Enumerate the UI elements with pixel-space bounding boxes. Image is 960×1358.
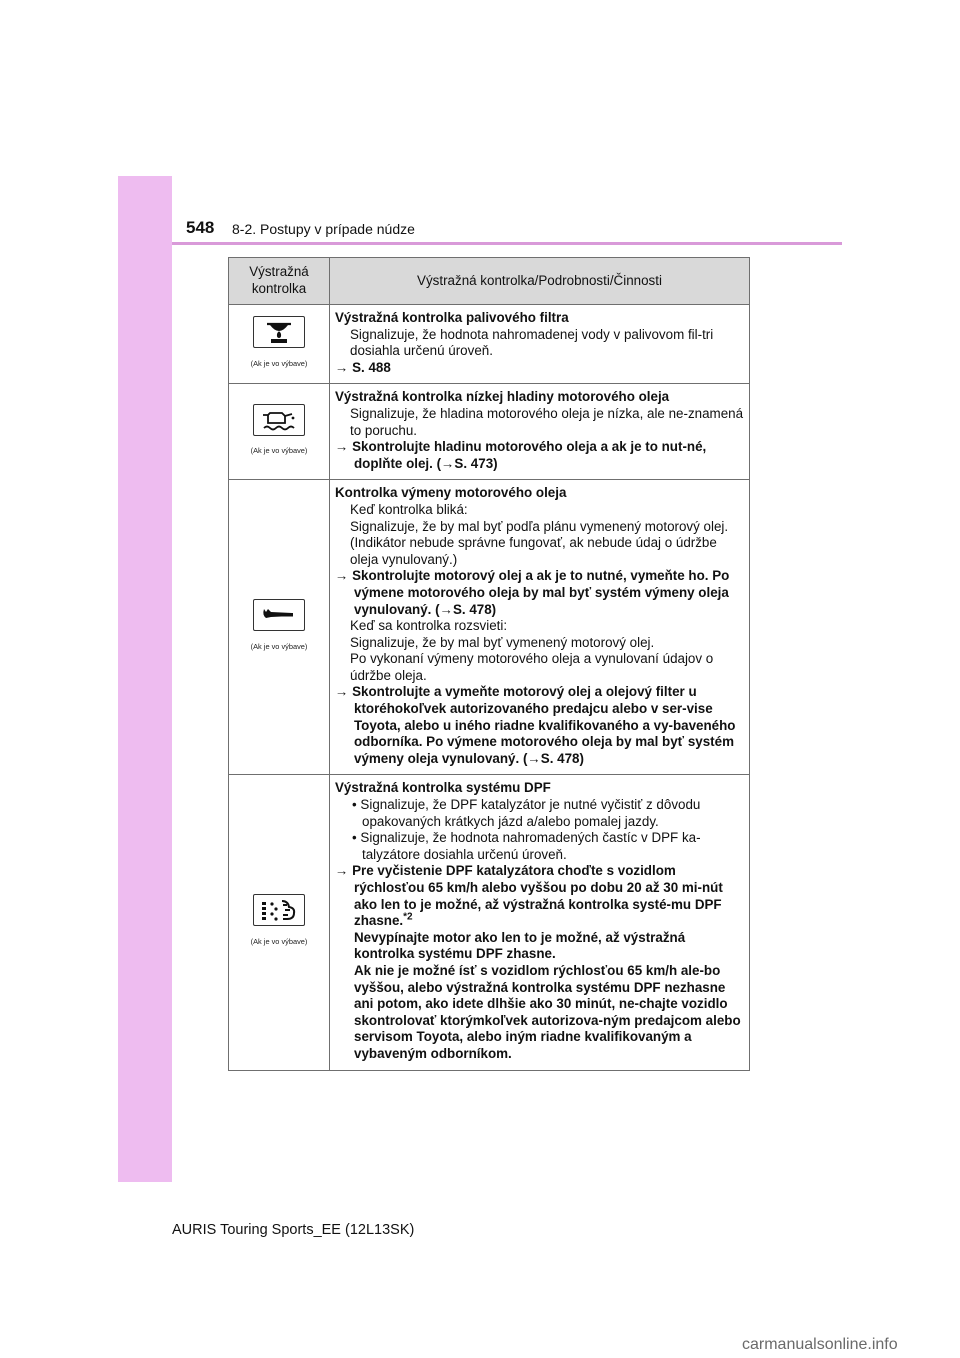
- icon-note: (Ak je vo výbave): [250, 641, 308, 651]
- details-cell: [330, 384, 750, 480]
- row-title: Výstražná kontrolka palivového filtra: [335, 310, 569, 325]
- icon-note: (Ak je vo výbave): [250, 936, 308, 946]
- side-tab-band: [118, 176, 172, 1182]
- row-action-text: → Pre vyčistenie DPF katalyzátora choďte s vozidlom rýchlosťou 65 km/h alebo vyššou po dobu 20 až 30 mi-nút ako len to je možné, až výstražná kontrolka systé-mu DPF zhasne.: [335, 863, 723, 929]
- row-action: → S. 488: [335, 359, 391, 375]
- row-title: Výstražná kontrolka nízkej hladiny motorového oleja: [335, 389, 670, 405]
- row-text: Signalizuje, že by mal byť podľa plánu vymenený motorový olej.: [350, 518, 729, 534]
- row-text: Ak nie je možné ísť s vozidlom rýchlosťou 65 km/h ale-bo vyššou, alebo výstražná kontrolka systému DPF nezhasne ani potom, ako idete dlhšie ako 30 minút, ne-chajte vozidlo skontrolovať ktorýmkoľvek autorizova-ným predajcom alebo servisom Toyota, alebo iným riadne kvalifikovaným a vybaveným odborníkom.: [354, 962, 741, 1061]
- row-text: Signalizuje, že hladina motorového oleja je nízka, ale ne-znamená to poruchu.: [350, 405, 744, 438]
- row-action: → Skontrolujte hladinu motorového oleja a ak je to nut-né, doplňte olej. (→S. 473): [335, 439, 707, 471]
- row-text: (Indikátor nebude správne fungovať, ak nebude údaj o údržbe oleja vynulovaný.): [350, 535, 717, 567]
- footnote-marker: *2: [403, 911, 413, 923]
- row-action: [335, 863, 744, 929]
- wrench-icon: [253, 599, 305, 631]
- row-title: Kontrolka výmeny motorového oleja: [335, 485, 567, 501]
- footer-model-code: AURIS Touring Sports_EE (12L13SK): [172, 1222, 415, 1238]
- header-rule: [172, 242, 842, 245]
- row-text: Signalizuje, že by mal byť vymenený motorový olej.: [350, 634, 655, 650]
- icon-cell: [229, 775, 330, 1070]
- row-title: Výstražná kontrolka systému DPF: [335, 780, 551, 796]
- oil-level-icon: [253, 404, 305, 436]
- icon-cell: [229, 384, 330, 480]
- table-row: [229, 480, 750, 775]
- warning-light-table: [228, 257, 750, 1071]
- row-action: → Skontrolujte a vymeňte motorový olej a olejový filter u ktoréhokoľvek autorizovaného predajcu alebo v ser-vise Toyota, alebo u iného riadne kvalifikovaného a vy-baveného odborníka. Po výmene motorového oleja by mal byť systém výmeny oleja vynulovaný. (→S. 478): [335, 684, 736, 766]
- table-header-row: [229, 258, 750, 305]
- icon-note: (Ak je vo výbave): [250, 446, 308, 456]
- icon-note: (Ak je vo výbave): [250, 358, 308, 368]
- row-bullet: • Signalizuje, že hodnota nahromadených častíc v DPF ka-talyzátore dosiahla určenú úroveň.: [352, 830, 701, 862]
- row-bullet: • Signalizuje, že DPF katalyzátor je nutné vyčistiť z dôvodu opakovaných krátkych jázd a/alebo pomalej jazdy.: [352, 797, 701, 829]
- row-text: Keď kontrolka bliká:: [350, 501, 468, 517]
- row-text: Signalizuje, že hodnota nahromadenej vody v palivovom fil-tri dosiahla určenú úroveň.: [350, 326, 714, 359]
- section-title: 8-2. Postupy v prípade núdze: [232, 221, 415, 237]
- watermark: carmanualsonline.info: [742, 1336, 898, 1353]
- details-cell: [330, 480, 750, 775]
- details-cell: [330, 775, 750, 1070]
- row-action: → Skontrolujte motorový olej a ak je to nutné, vymeňte ho. Po výmene motorového oleja by mal byť systém výmeny oleja vynulovaný. (→S. 478): [335, 568, 730, 617]
- icon-cell: [229, 305, 330, 384]
- dpf-icon: [253, 894, 305, 926]
- details-cell: [330, 305, 750, 384]
- row-text: Keď sa kontrolka rozsvieti:: [350, 618, 508, 634]
- column-header-light: Výstražná kontrolka: [229, 258, 330, 305]
- table-row: [229, 305, 750, 384]
- row-text: Po vykonaní výmeny motorového oleja a vynulovaní údajov o údržbe oleja.: [350, 651, 714, 683]
- page-number: 548: [186, 218, 215, 237]
- column-header-details: Výstražná kontrolka/Podrobnosti/Činnosti: [330, 258, 750, 305]
- icon-cell: [229, 480, 330, 775]
- fuel-filter-icon: [253, 316, 305, 348]
- table-row: [229, 384, 750, 480]
- row-text: Nevypínajte motor ako len to je možné, až výstražná kontrolka systému DPF zhasne.: [354, 929, 686, 962]
- table-row: [229, 775, 750, 1070]
